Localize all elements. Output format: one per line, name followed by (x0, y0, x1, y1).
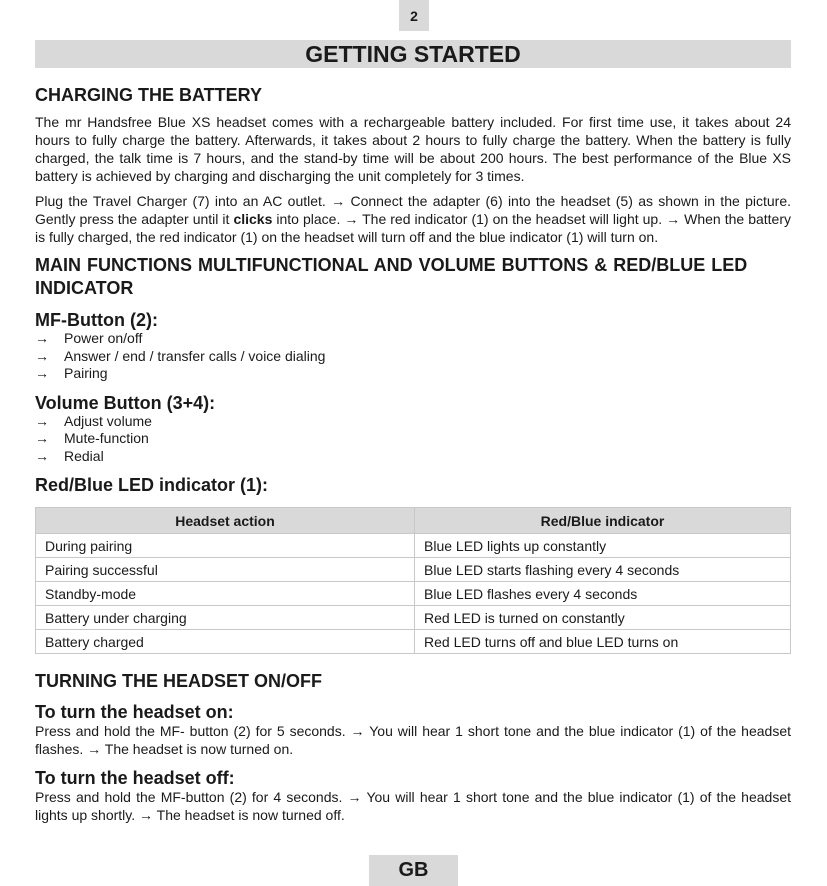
language-tag: GB (369, 855, 458, 886)
charging-paragraph-1: The mr Handsfree Blue XS headset comes with a rechargeable battery included. For first time use, it takes about 24 hours to fully charge the battery. Afterwards, it takes about 2 hours to fully charge the battery. When the battery is fully charged, the talk time is 7 hours, and the stand-by time will be about 200 hours. The best performance of the Blue XS battery is achieved by charging and discharging the unit completely for 3 times. (35, 114, 791, 184)
led-table (35, 507, 791, 654)
turn-off-heading: To turn the headset off: (35, 768, 235, 788)
arrow-right-icon: → (35, 347, 49, 364)
charging-text-b: into place. → The red indicator (1) on the headset will light up. → When the battery is fully charged, the red indicator (1) on the headset will turn off and the blue indicator (1) will turn on. (35, 211, 791, 245)
volume-button-list (35, 413, 791, 466)
list-item: → Redial (35, 447, 104, 464)
volume-button-heading: Volume Button (3+4): (35, 392, 216, 413)
charging-paragraph-2 (35, 192, 791, 246)
turn-on-heading: To turn the headset on: (35, 702, 234, 722)
mf-button-heading: MF-Button (2): (35, 310, 158, 330)
column-header-indicator: Red/Blue indicator (415, 508, 791, 534)
arrow-right-icon: → (35, 330, 49, 346)
charging-heading: CHARGING THE BATTERY (35, 85, 262, 105)
arrow-right-icon: → (35, 447, 49, 464)
charging-text-a: Plug the Travel Charger (7) into an AC outlet. → Connect the adapter (6) into the headset (5) as shown in the picture. Gently press the adapter until it (35, 193, 791, 227)
list-item: → Pairing (35, 365, 108, 381)
page-content (35, 40, 791, 831)
arrow-right-icon: → (35, 365, 49, 381)
clicks-emphasis: clicks (233, 211, 273, 227)
turning-heading: TURNING THE HEADSET ON/OFF (35, 671, 322, 691)
turn-off-text: Press and hold the MF-button (2) for 4 seconds. → You will hear 1 short tone and the blue indicator (1) of the headset lights up shortly. → The headset is now turned off. (35, 789, 791, 823)
table-row: Pairing successful Blue LED starts flashing every 4 seconds (36, 558, 791, 582)
table-row: Standby-mode Blue LED flashes every 4 seconds (36, 582, 791, 606)
arrow-right-icon: → (35, 412, 49, 429)
main-functions-heading: MAIN FUNCTIONS MULTIFUNCTIONAL AND VOLUME BUTTONS & RED/BLUE LED INDICATOR (35, 255, 748, 298)
page-title: GETTING STARTED (35, 40, 791, 68)
table-row: Battery charged Red LED turns off and blue LED turns on (36, 630, 791, 654)
list-item: → Power on/off (35, 330, 143, 346)
table-header-row (36, 508, 791, 534)
table-row: During pairing Blue LED lights up constantly (36, 534, 791, 558)
page-number: 2 (399, 0, 429, 31)
mf-button-list (35, 330, 791, 383)
column-header-action: Headset action (36, 508, 415, 534)
turn-on-text: Press and hold the MF- button (2) for 5 seconds. → You will hear 1 short tone and the blue indicator (1) of the headset flashes. → The headset is now turned on. (35, 723, 791, 757)
list-item: → Adjust volume (35, 412, 152, 429)
list-item: → Mute-function (35, 430, 149, 446)
arrow-right-icon: → (35, 430, 49, 446)
list-item: → Answer / end / transfer calls / voice dialing (35, 347, 326, 364)
led-indicator-heading: Red/Blue LED indicator (1): (35, 475, 269, 495)
table-row: Battery under charging Red LED is turned on constantly (36, 606, 791, 630)
